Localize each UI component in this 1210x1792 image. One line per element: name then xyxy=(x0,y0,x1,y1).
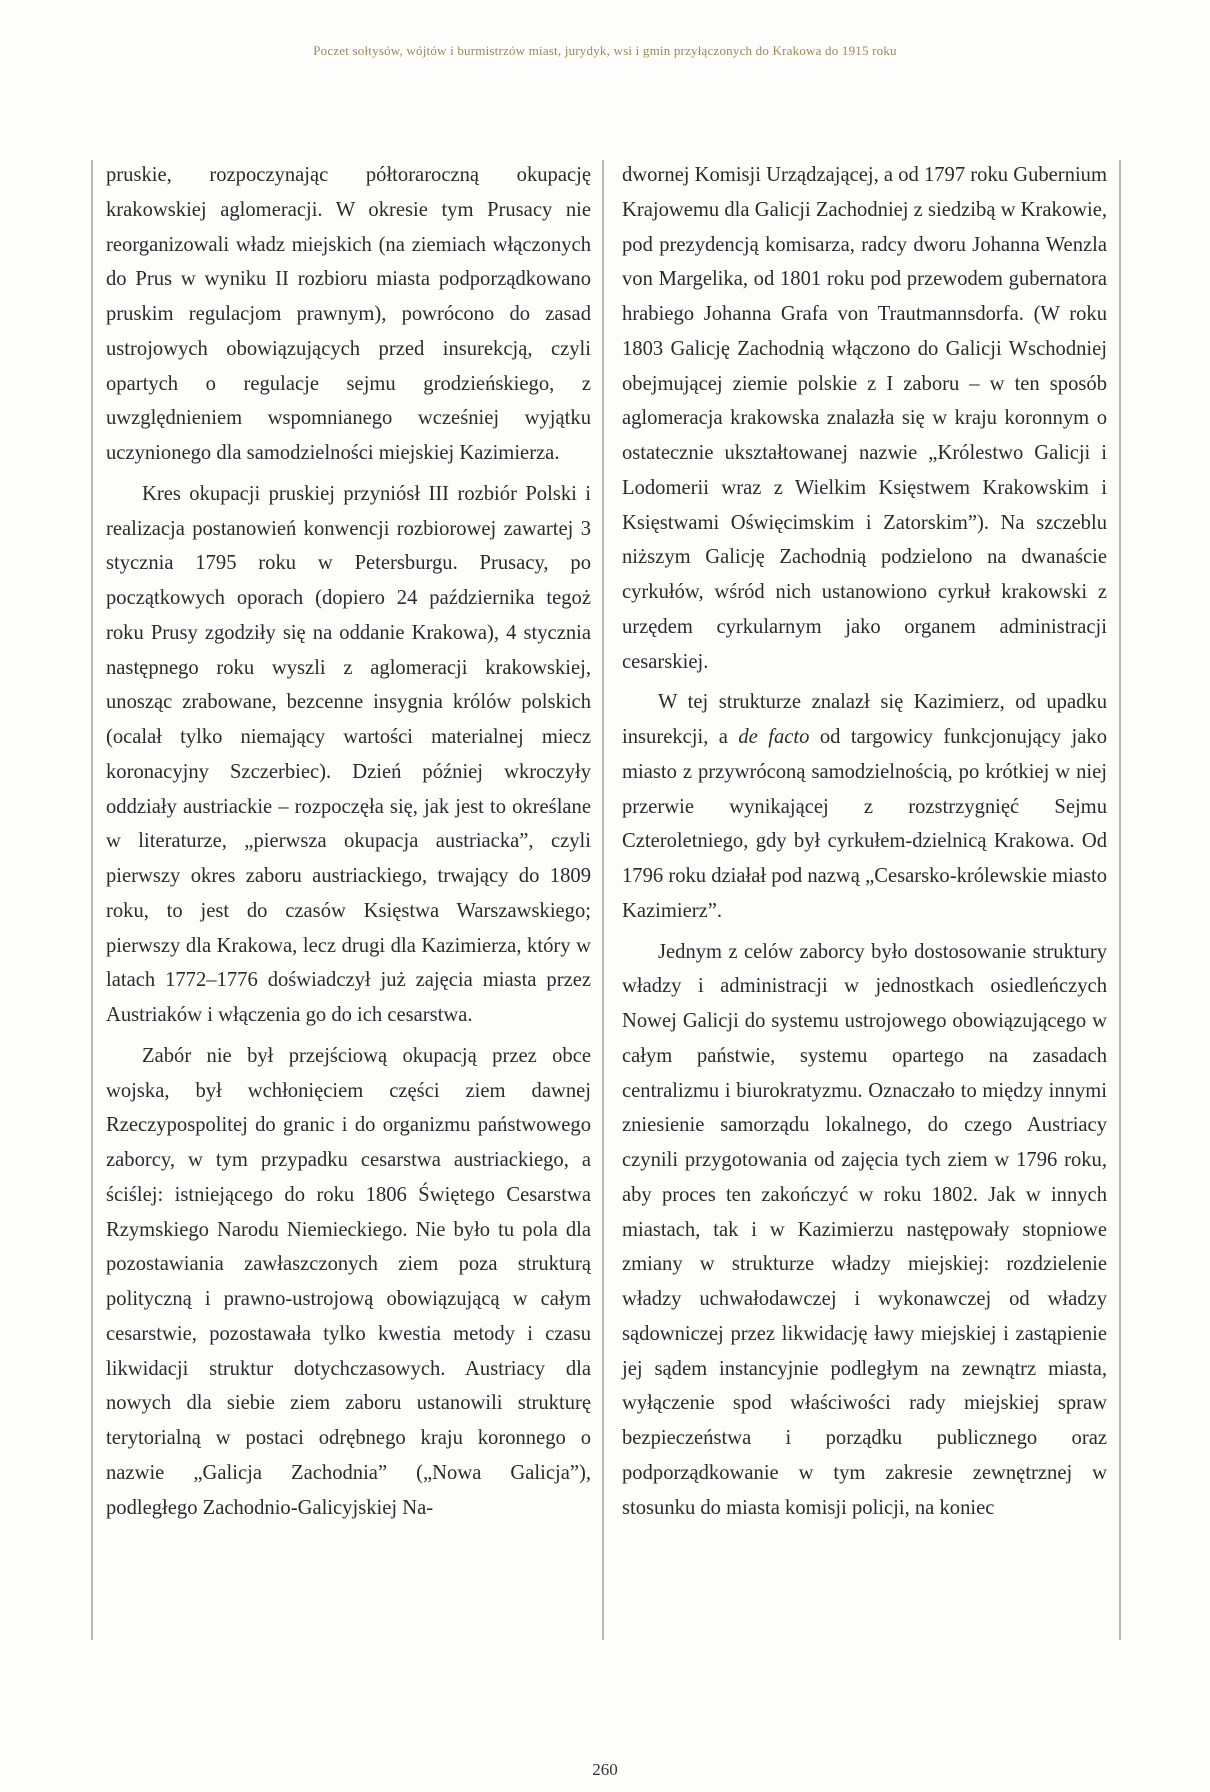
left-column xyxy=(106,158,591,1531)
left-margin-rule xyxy=(91,160,93,1640)
right-margin-rule xyxy=(1119,160,1121,1640)
right-column xyxy=(622,158,1107,1531)
paragraph: Zabór nie był przejściową okupacją przez obce wojska, był wchłonięciem części ziem dawnej Rzeczypospolitej do granic i do organizmu państwowego zaborcy, w tym przypadku cesarstwa austriackiego, a ściślej: istniejącego do roku 1806 Świętego Cesarstwa Rzymskiego Narodu Niemieckiego. Nie było tu pola dla pozostawiania zawłaszczonych ziem poza strukturą polityczną i prawno-ustrojową obowiązującą w całym cesarstwie, pozostawała tylko kwestia metody i czasu likwidacji struktur dotychczasowych. Austriacy dla nowych dla siebie ziem zaboru ustanowili strukturę terytorialną w postaci odrębnego kraju koronnego o nazwie „Galicja Zachodnia” („Nowa Galicja”), podległego Zachodnio-Galicyjskiej Na- xyxy=(106,1044,591,1519)
paragraph-text: W tej strukturze znalazł się Kazimierz, od upadku insurekcji, a xyxy=(622,691,1107,748)
paragraph: Kres okupacji pruskiej przyniósł III rozbiór Polski i realizacja postanowień konwencji rozbiorowej zawartej 3 stycznia 1795 roku w Petersburgu. Prusacy, po początkowych oporach (dopiero 24 października tegoż roku Prusy zgodziły się na oddanie Krakowa), 4 stycznia następnego roku wyszli z aglomeracji krakowskiej, unosząc zrabowane, bezcenne insygnia królów polskich (ocalał tylko niemający wartości materialnej miecz koronacyjny Szczerbiec). Dzień później wkroczyły oddziały austriackie – rozpoczęła się, jak jest to określane w literaturze, „pierwsza okupacja austriacka”, czyli pierwszy okres zaboru austriackiego, trwający do 1809 roku, to jest do czasów Księstwa Warszawskiego; pierwszy dla Krakowa, lecz drugi dla Kazimierza, który w latach 1772–1776 doświadczył już zajęcia miasta przez Austriaków i włączenia go do ich cesarstwa. xyxy=(106,482,591,1026)
page-number: 260 xyxy=(592,1760,618,1779)
paragraph xyxy=(622,685,1107,928)
running-header: Poczet sołtysów, wójtów i burmistrzów miast, jurydyk, wsi i gmin przyłączonych do Krakowa do 1915 roku xyxy=(313,43,897,58)
paragraph: pruskie, rozpoczynając półtoraroczną okupację krakowskiej aglomeracji. W okresie tym Prusacy nie reorganizowali władz miejskich (na ziemiach włączonych do Prus w wyniku II rozbioru miasta podporządkowano pruskim regulacjom prawnym), powrócono do zasad ustrojowych obowiązujących przed insurekcją, czyli opartych o regulacje sejmu grodzieńskiego, z uwzględnieniem wspomnianego wcześniej wyjątku uczynionego dla samodzielności miejskiej Kazimierza. xyxy=(106,164,591,464)
column-divider-rule xyxy=(602,160,604,1640)
italic-term: de facto xyxy=(738,726,810,748)
paragraph: dwornej Komisji Urządzającej, a od 1797 roku Gubernium Krajowemu dla Galicji Zachodniej z siedzibą w Krakowie, pod prezydencją komisarza, radcy dworu Johanna Wenzla von Margelika, od 1801 roku pod przewodem gubernatora hrabiego Johanna Grafa von Trautmannsdorfa. (W roku 1803 Galicję Zachodnią włączono do Galicji Wschodniej obejmującej ziemie polskie z I zaboru – w ten sposób aglomeracja krakowska znalazła się w kraju koronnym o ostatecznie ukształtowanej nazwie „Królestwo Galicji i Lodomerii wraz z Wielkim Księstwem Krakowskim i Księstwami Oświęcimskim i Zatorskim”). Na szczeblu niższym Galicję Zachodnią podzielono na dwanaście cyrkułów, wśród nich ustanowiono cyrkuł krakowski z urzędem cyrkularnym jako organem administracji cesarskiej. xyxy=(622,164,1107,673)
paragraph-text: od targowicy funkcjonujący jako miasto z przywróconą samodzielnością, po krótkiej w niej przerwie wynikającej z rozstrzygnięć Sejmu Czteroletniego, gdy był cyrkułem-dzielnicą Krakowa. Od 1796 roku działał pod nazwą „Cesarsko-królewskie miasto Kazimierz”. xyxy=(622,726,1108,922)
paragraph: Jednym z celów zaborcy było dostosowanie struktury władzy i administracji w jednostkach osiedleńczych Nowej Galicji do systemu ustrojowego obowiązującego w całym państwie, systemu opartego na zasadach centralizmu i biurokratyzmu. Oznaczało to między innymi zniesienie samorządu lokalnego, do czego Austriacy czynili przygotowania od zajęcia tych ziem w 1796 roku, aby proces ten zakończyć w roku 1802. Jak w innych miastach, tak i w Kazimierzu następowały stopniowe zmiany w strukturze władzy miejskiej: rozdzielenie władzy uchwałodawczej i wykonawczej od władzy sądowniczej przez likwidację ławy miejskiej i zastąpienie jej sądem instancyjnie podległym na zewnątrz miasta, wyłączenie spod właściwości rady miejskiej spraw bezpieczeństwa i porządku publicznego oraz podporządkowanie w tym zakresie zewnętrznej w stosunku do miasta komisji policji, na koniec xyxy=(622,940,1107,1519)
